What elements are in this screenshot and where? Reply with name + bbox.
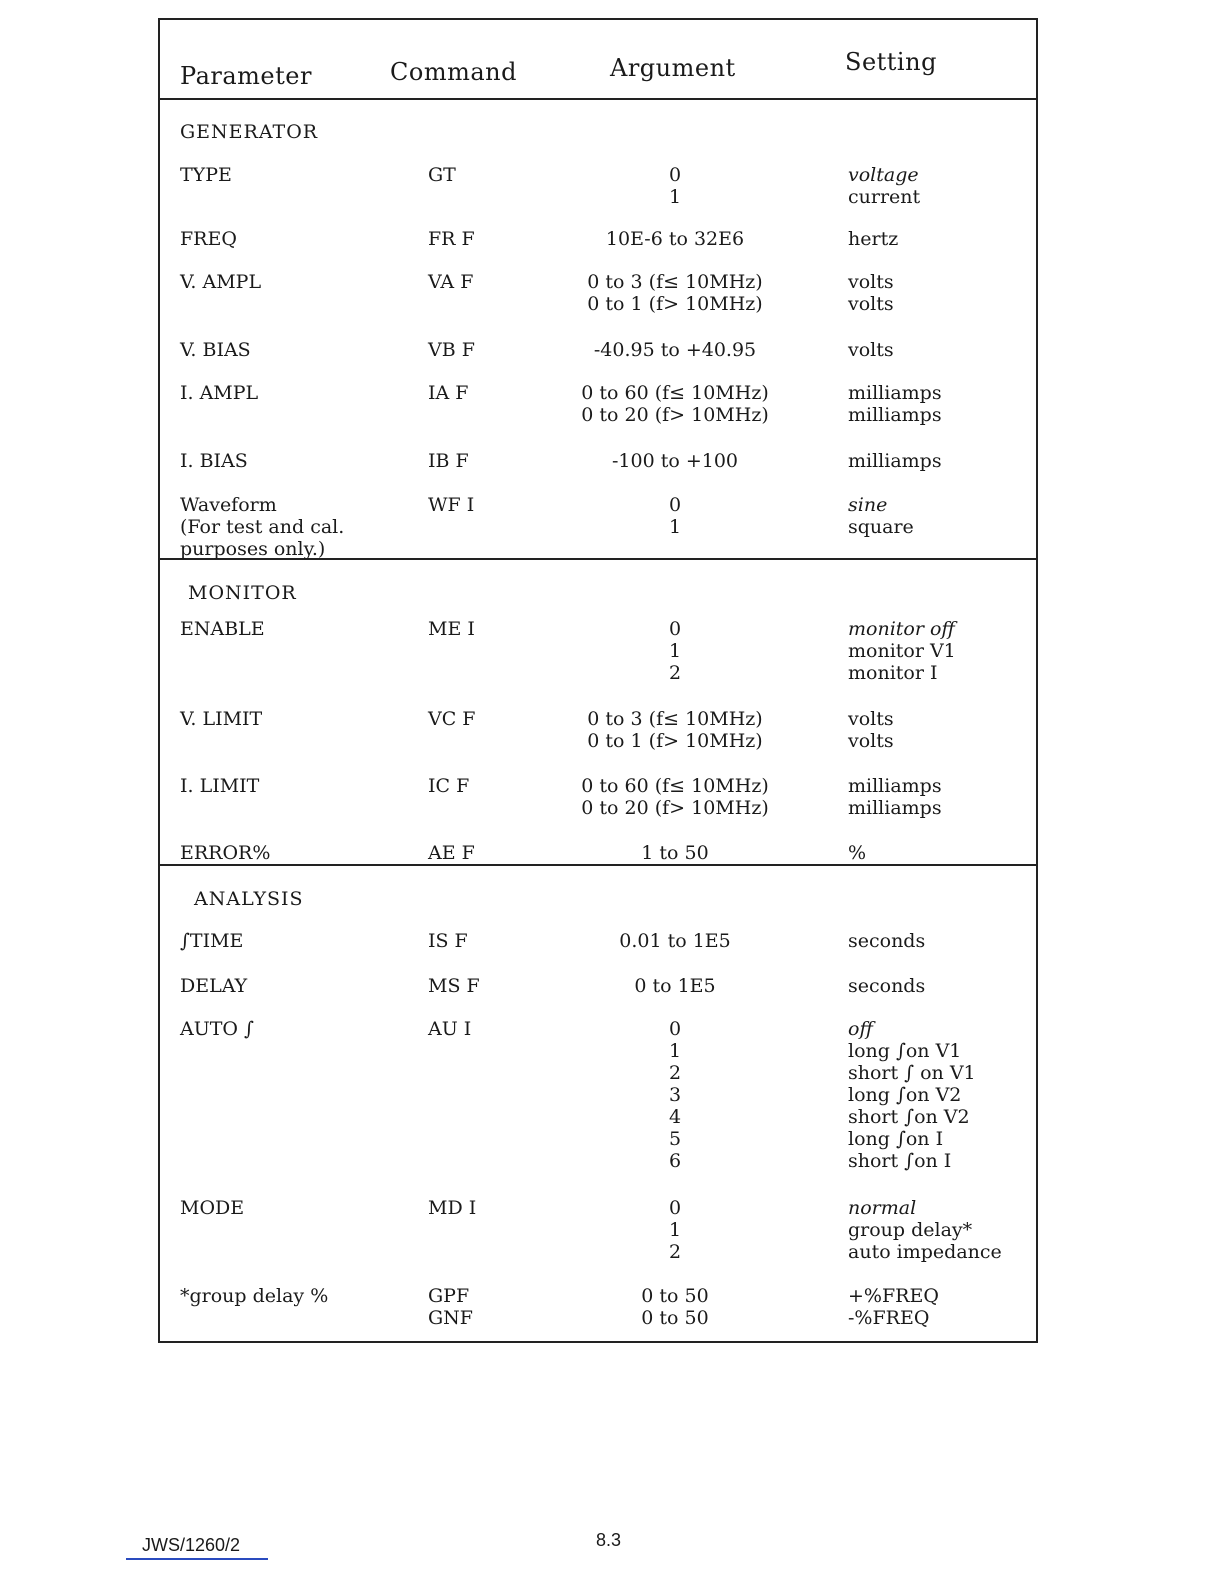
argument-cell-line: 0	[668, 164, 682, 186]
argument-cell	[560, 271, 790, 315]
setting-cell	[848, 842, 1038, 864]
argument-cell	[560, 164, 790, 208]
param-cell	[180, 450, 390, 472]
argument-cell-line: 2	[668, 1062, 682, 1084]
argument-cell-line: 0	[668, 1018, 682, 1040]
table-header	[160, 20, 1036, 100]
command-cell-line: FR F	[428, 228, 475, 250]
command-cell-line: AU I	[428, 1018, 472, 1040]
command-cell	[428, 930, 548, 952]
param-cell-line: *group delay %	[180, 1285, 329, 1307]
param-cell	[180, 1197, 390, 1219]
setting-cell-line: monitor I	[848, 662, 938, 684]
param-cell-line: DELAY	[180, 975, 248, 997]
setting-cell-line: off	[848, 1018, 873, 1040]
param-cell	[180, 271, 390, 293]
param-cell-line: (For test and cal.	[180, 516, 345, 538]
argument-cell-line: 5	[668, 1128, 682, 1150]
argument-cell-line: 0 to 50	[641, 1285, 709, 1307]
argument-cell	[560, 450, 790, 472]
document-id-underline	[126, 1558, 268, 1560]
argument-cell-line: 4	[668, 1106, 682, 1128]
document-id: JWS/1260/2	[142, 1535, 241, 1555]
setting-cell-line: voltage	[848, 164, 919, 186]
setting-cell	[848, 708, 1038, 752]
param-cell-line: ∫TIME	[180, 930, 244, 952]
argument-cell-line: 6	[668, 1150, 682, 1172]
command-cell-line: IB F	[428, 450, 469, 472]
argument-cell	[560, 1285, 790, 1329]
setting-cell-line: sine	[848, 494, 888, 516]
argument-cell-line: 0 to 1E5	[634, 975, 716, 997]
argument-cell-line: 10E-6 to 32E6	[605, 228, 745, 250]
command-cell	[428, 1197, 548, 1219]
param-cell	[180, 975, 390, 997]
argument-cell-line: 1	[668, 1219, 682, 1241]
argument-cell-line: 1	[668, 640, 682, 662]
argument-cell-line: 0 to 3 (f≤ 10MHz)	[587, 708, 763, 730]
param-cell	[180, 708, 390, 730]
command-cell-line: VC F	[428, 708, 476, 730]
setting-cell-line: long ∫on V1	[848, 1040, 962, 1062]
command-cell	[428, 271, 548, 293]
setting-cell-line: milliamps	[848, 775, 942, 797]
command-cell-line: GPF	[428, 1285, 470, 1307]
command-cell	[428, 775, 548, 797]
argument-cell	[560, 1197, 790, 1263]
command-cell	[428, 164, 548, 186]
section-monitor: MONITOR	[188, 582, 297, 604]
argument-cell	[560, 842, 790, 864]
setting-cell	[848, 339, 1038, 361]
argument-cell-line: 0 to 1 (f> 10MHz)	[587, 730, 763, 752]
param-cell-line: AUTO ∫	[180, 1018, 254, 1040]
argument-cell-line: 2	[668, 1241, 682, 1263]
setting-cell-line: long ∫on V2	[848, 1084, 962, 1106]
param-cell	[180, 164, 390, 186]
setting-cell-line: monitor V1	[848, 640, 956, 662]
setting-cell	[848, 1197, 1038, 1263]
header-argument: Argument	[610, 54, 736, 82]
argument-cell	[560, 494, 790, 538]
setting-cell	[848, 930, 1038, 952]
param-cell-line: TYPE	[180, 164, 232, 186]
setting-cell-line: short ∫on I	[848, 1150, 952, 1172]
setting-cell	[848, 1285, 1038, 1329]
setting-cell-line: current	[848, 186, 921, 208]
setting-cell	[848, 775, 1038, 819]
setting-cell	[848, 271, 1038, 315]
setting-cell-line: volts	[848, 293, 894, 315]
setting-cell	[848, 618, 1038, 684]
setting-cell-line: volts	[848, 339, 894, 361]
command-cell-line: MD I	[428, 1197, 477, 1219]
argument-cell	[560, 930, 790, 952]
argument-cell-line: 0 to 60 (f≤ 10MHz)	[581, 775, 769, 797]
argument-cell-line: 0	[668, 1197, 682, 1219]
header-parameter: Parameter	[180, 62, 312, 90]
command-cell	[428, 708, 548, 730]
argument-cell-line: 0 to 3 (f≤ 10MHz)	[587, 271, 763, 293]
command-cell-line: VB F	[428, 339, 475, 361]
command-cell-line: GT	[428, 164, 456, 186]
param-cell-line: FREQ	[180, 228, 237, 250]
command-cell-line: IC F	[428, 775, 470, 797]
setting-cell-line: volts	[848, 271, 894, 293]
command-cell	[428, 450, 548, 472]
argument-cell-line: 1	[668, 186, 682, 208]
command-cell-line: ME I	[428, 618, 475, 640]
setting-cell	[848, 164, 1038, 208]
argument-cell-line: 0 to 1 (f> 10MHz)	[587, 293, 763, 315]
param-cell-line: I. AMPL	[180, 382, 259, 404]
header-setting: Setting	[845, 48, 937, 76]
command-cell	[428, 975, 548, 997]
param-cell	[180, 494, 390, 560]
command-cell-line: IS F	[428, 930, 468, 952]
setting-cell-line: hertz	[848, 228, 899, 250]
param-cell	[180, 228, 390, 250]
argument-cell-line: 2	[668, 662, 682, 684]
argument-cell	[560, 228, 790, 250]
argument-cell	[560, 975, 790, 997]
setting-cell-line: short ∫on V2	[848, 1106, 970, 1128]
param-cell-line: V. LIMIT	[180, 708, 263, 730]
param-cell-line: Waveform	[180, 494, 277, 516]
param-cell	[180, 618, 390, 640]
setting-cell-line: milliamps	[848, 450, 942, 472]
param-cell-line: ERROR%	[180, 842, 271, 864]
setting-cell-line: auto impedance	[848, 1241, 1002, 1263]
setting-cell-line: long ∫on I	[848, 1128, 944, 1150]
param-cell	[180, 842, 390, 864]
setting-cell-line: short ∫ on V1	[848, 1062, 976, 1084]
param-cell-line: I. LIMIT	[180, 775, 260, 797]
argument-cell-line: 0 to 20 (f> 10MHz)	[581, 404, 769, 426]
param-cell	[180, 339, 390, 361]
setting-cell-line: %	[848, 842, 867, 864]
setting-cell	[848, 450, 1038, 472]
argument-cell-line: 3	[668, 1084, 682, 1106]
argument-cell	[560, 775, 790, 819]
argument-cell-line: 0 to 50	[641, 1307, 709, 1329]
argument-cell-line: 0	[668, 494, 682, 516]
setting-cell-line: +%FREQ	[848, 1285, 939, 1307]
param-cell	[180, 382, 390, 404]
setting-cell	[848, 1018, 1038, 1172]
command-cell	[428, 494, 548, 516]
setting-cell-line: volts	[848, 708, 894, 730]
command-cell	[428, 1018, 548, 1040]
page-number: 8.3	[596, 1530, 622, 1550]
command-cell-line: GNF	[428, 1307, 473, 1329]
command-cell-line: IA F	[428, 382, 469, 404]
argument-cell-line: 0.01 to 1E5	[619, 930, 731, 952]
param-cell-line: ENABLE	[180, 618, 265, 640]
param-cell-line: I. BIAS	[180, 450, 248, 472]
setting-cell-line: milliamps	[848, 797, 942, 819]
argument-cell-line: 0	[668, 618, 682, 640]
setting-cell-line: square	[848, 516, 914, 538]
argument-cell-line: 1 to 50	[641, 842, 709, 864]
argument-cell	[560, 1018, 790, 1172]
setting-cell-line: seconds	[848, 975, 926, 997]
argument-cell-line: 0 to 60 (f≤ 10MHz)	[581, 382, 769, 404]
setting-cell-line: group delay*	[848, 1219, 973, 1241]
argument-cell-line: -40.95 to +40.95	[593, 339, 757, 361]
command-cell	[428, 382, 548, 404]
setting-cell-line: -%FREQ	[848, 1307, 930, 1329]
param-cell	[180, 775, 390, 797]
command-cell-line: VA F	[428, 271, 474, 293]
setting-cell-line: volts	[848, 730, 894, 752]
setting-cell-line: milliamps	[848, 404, 942, 426]
param-cell-line: V. BIAS	[180, 339, 251, 361]
param-cell-line: V. AMPL	[180, 271, 262, 293]
command-cell	[428, 228, 548, 250]
setting-cell-line: monitor off	[848, 618, 955, 640]
setting-cell-line: seconds	[848, 930, 926, 952]
command-cell	[428, 618, 548, 640]
argument-cell	[560, 618, 790, 684]
header-command: Command	[390, 58, 517, 86]
argument-cell	[560, 708, 790, 752]
command-cell	[428, 842, 548, 864]
setting-cell	[848, 975, 1038, 997]
param-cell-line: purposes only.)	[180, 538, 326, 560]
setting-cell	[848, 382, 1038, 426]
argument-cell	[560, 382, 790, 426]
argument-cell-line: 1	[668, 1040, 682, 1062]
setting-cell-line: normal	[848, 1197, 917, 1219]
command-cell-line: WF I	[428, 494, 475, 516]
section-generator: GENERATOR	[180, 121, 319, 143]
setting-cell-line: milliamps	[848, 382, 942, 404]
command-cell-line: MS F	[428, 975, 480, 997]
argument-cell-line: -100 to +100	[611, 450, 739, 472]
param-cell	[180, 1018, 390, 1040]
param-cell	[180, 930, 390, 952]
setting-cell	[848, 494, 1038, 538]
param-cell	[180, 1285, 390, 1307]
parameter-table	[158, 18, 1038, 1343]
setting-cell	[848, 228, 1038, 250]
section-analysis: ANALYSIS	[194, 888, 304, 910]
argument-cell-line: 0 to 20 (f> 10MHz)	[581, 797, 769, 819]
param-cell-line: MODE	[180, 1197, 245, 1219]
command-cell	[428, 1285, 548, 1329]
section-divider	[160, 864, 1036, 866]
argument-cell-line: 1	[668, 516, 682, 538]
argument-cell	[560, 339, 790, 361]
command-cell	[428, 339, 548, 361]
command-cell-line: AE F	[428, 842, 475, 864]
